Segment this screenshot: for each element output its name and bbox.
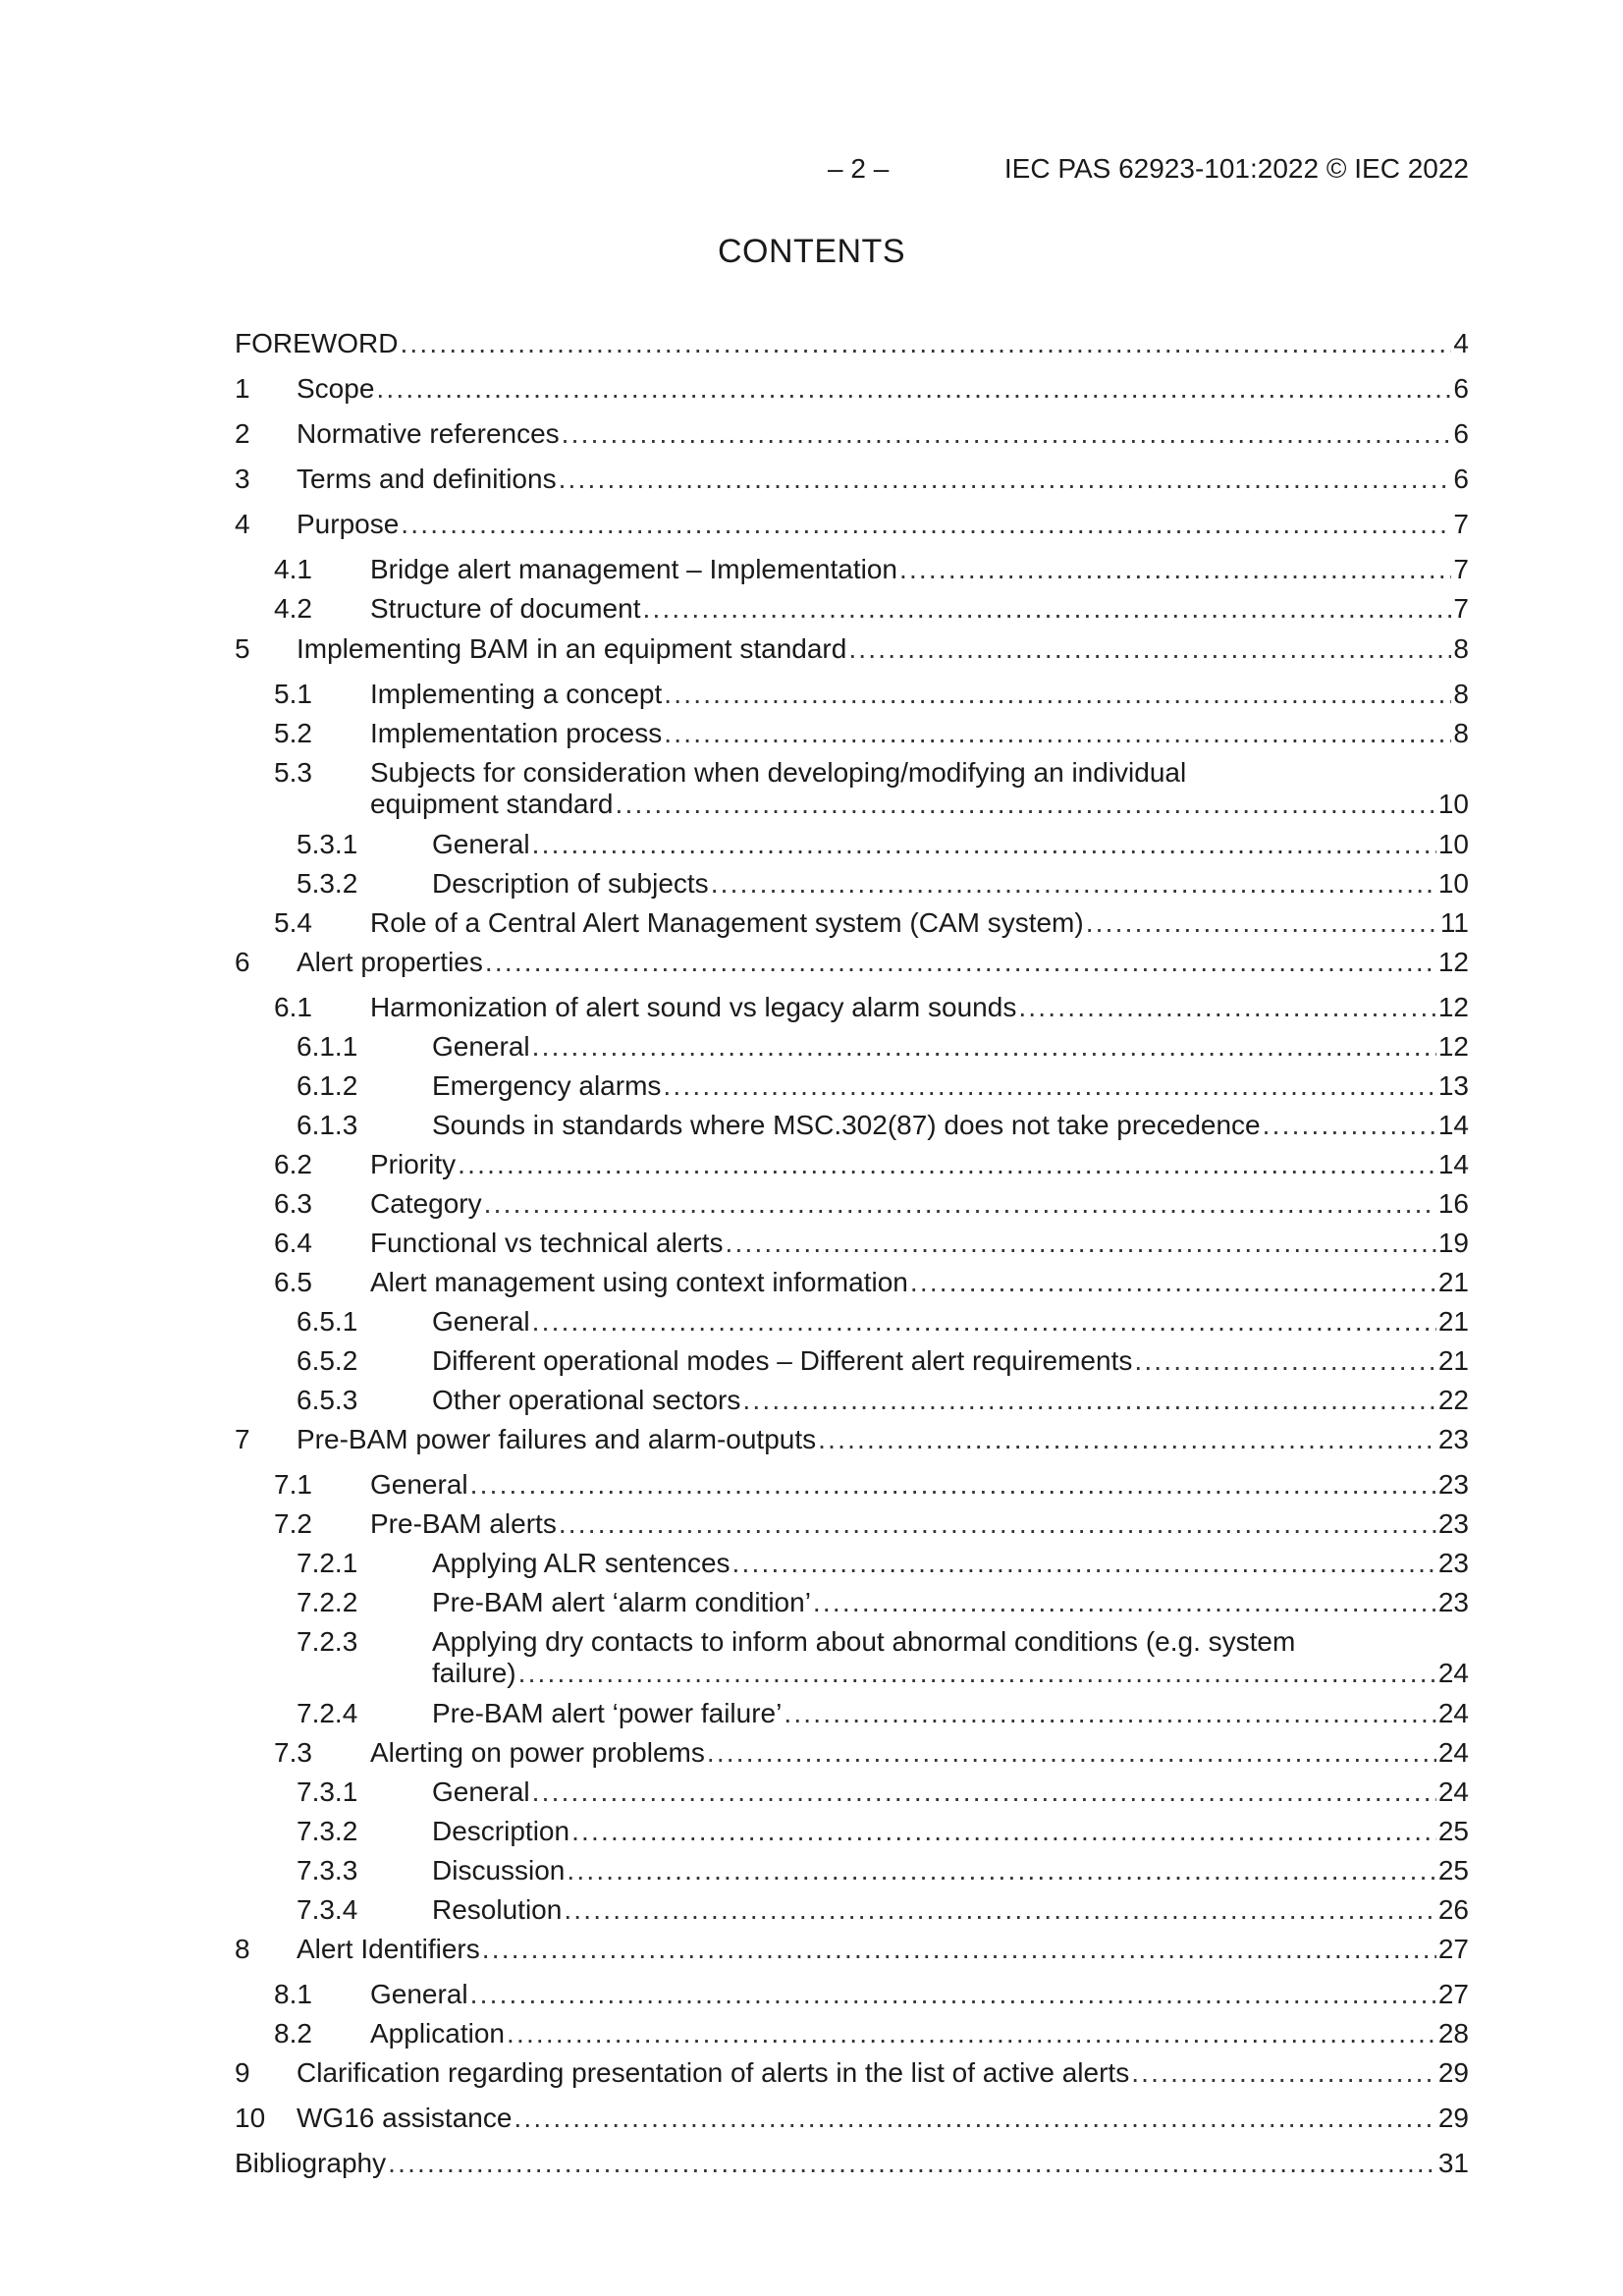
toc-entry-number: 5.4 [274,907,312,938]
toc-entry-page: 8 [1453,679,1469,709]
toc-entry-page: 12 [1437,947,1469,977]
toc-entry-title: General [370,1469,468,1500]
toc-entry-number: 5.2 [274,718,312,748]
toc-entry-title: General [432,1031,530,1062]
toc-entry-page: 29 [1437,2057,1469,2088]
toc-entry-title: Category [370,1188,482,1219]
toc-entry-title: Normative references [297,418,560,449]
toc-entry-page: 25 [1437,1816,1469,1846]
toc-entry-title-line1: Subjects for consideration when developing/modifying an individual [370,757,1187,788]
toc-entry-number: 6.5.2 [297,1345,358,1376]
toc-entry[interactable] [235,1263,1469,1302]
toc-entry-page: 10 [1437,829,1469,859]
toc-entry-number: 6.1.1 [297,1031,358,1062]
toc-entry-page: 10 [1437,868,1469,899]
toc-entry-title: Alert Identifiers [297,1934,480,1964]
toc-entry-number: 1 [235,373,250,404]
toc-entry-bibliography[interactable] [235,2144,1469,2183]
toc-entry-page: 21 [1437,1306,1469,1337]
toc-entry[interactable] [235,1930,1469,1969]
toc-entry[interactable] [235,550,1469,589]
toc-entry[interactable] [235,1145,1469,1184]
toc-entry[interactable] [235,1066,1469,1106]
toc-entry-page: 8 [1453,718,1469,748]
toc-entry-number: 7.2.2 [297,1587,358,1617]
toc-entry-page: 21 [1437,1267,1469,1297]
toc-entry-number: 3 [235,464,250,494]
toc-entry[interactable] [235,988,1469,1027]
toc-entry-number: 6.1.3 [297,1110,358,1140]
toc-entry[interactable] [235,2099,1469,2138]
toc-entry-page: 11 [1439,907,1469,938]
toc-entry-title: Purpose [297,509,400,539]
toc-entry-title: Alert management using context information [370,1267,908,1297]
toc-entry-page: 14 [1437,1149,1469,1179]
toc-entry-title: Alert properties [297,947,483,977]
toc-entry-title: Pre-BAM alert ‘power failure’ [432,1698,783,1728]
toc-entry-page: 4 [1453,328,1469,358]
toc-entry-foreword[interactable] [235,324,1469,363]
toc-entry-title: Description of subjects [432,868,709,899]
toc-entry-title: Terms and definitions [297,464,557,494]
toc-entry-page: 23 [1437,1424,1469,1454]
toc-entry-page: 24 [1437,1698,1469,1728]
toc-entry-title: Harmonization of alert sound vs legacy alarm sounds [370,992,1017,1022]
toc-entry[interactable] [235,505,1469,544]
toc-entry-title: Role of a Central Alert Management system (CAM system) [370,907,1084,938]
toc-entry-number: 5.1 [274,679,312,709]
toc-entry-number: 5.3 [274,757,312,788]
toc-entry-number: 8 [235,1934,250,1964]
toc-entry-page: 14 [1437,1110,1469,1140]
toc-entry-page: 24 [1437,1777,1469,1807]
document-reference: IEC PAS 62923-101:2022 © IEC 2022 [1003,153,1469,184]
toc-entry[interactable] [235,460,1469,499]
toc-entry[interactable] [235,1583,1469,1622]
toc-entry-page: 25 [1437,1855,1469,1886]
toc-entry-number: 9 [235,2057,250,2088]
toc-entry-title: General [432,1777,530,1807]
toc-entry-title: Different operational modes – Different alert requirements [432,1345,1133,1376]
toc-entry-page: 21 [1437,1345,1469,1376]
toc-entry-page: 23 [1437,1469,1469,1500]
toc-entry-page: 6 [1453,373,1469,404]
toc-entry-number: 7.3.4 [297,1894,358,1925]
toc-entry-page: 7 [1453,554,1469,584]
toc-entry-number: 7 [235,1424,250,1454]
toc-entry-title-line1: Applying dry contacts to inform about abnormal conditions (e.g. system [432,1626,1296,1657]
toc-entry[interactable] [235,1504,1469,1544]
toc-entry-number: 6.1.2 [297,1070,358,1101]
toc-entry-page: 26 [1437,1894,1469,1925]
toc-entry-page: 23 [1437,1508,1469,1539]
toc-entry-title: Application [370,2018,505,2049]
toc-entry-number: 7.2.1 [297,1548,358,1578]
toc-entry-number: 6.4 [274,1228,312,1258]
toc-entry-title: Sounds in standards where MSC.302(87) does not take precedence [432,1110,1261,1140]
toc-entry-title: WG16 assistance [297,2103,513,2133]
toc-entry-title: Priority [370,1149,457,1179]
toc-entry[interactable] [235,1544,1469,1583]
toc-entry[interactable] [235,1420,1469,1459]
toc-entry-page: 10 [1437,789,1469,819]
toc-entry-number: 7.2.4 [297,1698,358,1728]
toc-entry[interactable] [235,1184,1469,1224]
toc-entry-number: 10 [235,2103,266,2133]
toc-entry-number: 7.2.3 [297,1626,358,1657]
toc-entry-title: Implementing BAM in an equipment standard [297,633,847,664]
toc-entry-number: 6.5.1 [297,1306,358,1337]
toc-entry[interactable] [235,864,1469,903]
toc-entry-title: Resolution [432,1894,563,1925]
toc-entry-number: 4.1 [274,554,312,584]
toc-entry-number: 7.2 [274,1508,312,1539]
toc-entry[interactable] [235,1622,1469,1693]
toc-entry-title: Clarification regarding presentation of alerts in the list of active alerts [297,2057,1130,2088]
toc-entry-page: 31 [1437,2148,1469,2178]
toc-entry-number: 8.2 [274,2018,312,2049]
toc-entry-number: 5.3.2 [297,868,358,899]
contents-title: CONTENTS [718,233,905,270]
toc-entry-page: 24 [1437,1658,1469,1688]
toc-entry-page: 27 [1437,1934,1469,1964]
toc-entry-title: Alerting on power problems [370,1737,705,1768]
toc-entry-number: 5 [235,633,250,664]
toc-entry-title: Other operational sectors [432,1385,741,1415]
toc-entry-page: 23 [1437,1587,1469,1617]
toc-entry-number: 2 [235,418,250,449]
toc-entry-number: 6 [235,947,250,977]
toc-entry-title: General [370,1979,468,2009]
toc-entry-page: 29 [1437,2103,1469,2133]
toc-entry[interactable] [235,1812,1469,1851]
toc-entry-title: Discussion [432,1855,566,1886]
toc-entry-number: 6.5.3 [297,1385,358,1415]
toc-entry[interactable] [235,414,1469,454]
toc-entry[interactable] [235,1381,1469,1420]
toc-entry[interactable] [235,903,1469,943]
toc-entry-number: 6.2 [274,1149,312,1179]
toc-entry-title: Implementation process [370,718,663,748]
toc-entry-title: equipment standard [370,789,614,819]
toc-entry-title: Emergency alarms [432,1070,662,1101]
toc-entry-page: 28 [1437,2018,1469,2049]
toc-entry[interactable] [235,1224,1469,1263]
toc-entry[interactable] [235,943,1469,982]
toc-entry[interactable] [235,1302,1469,1341]
toc-entry[interactable] [235,2014,1469,2053]
toc-entry-page: 16 [1437,1188,1469,1219]
toc-entry[interactable] [235,1890,1469,1930]
toc-entry[interactable] [235,2053,1469,2093]
toc-entry-page: 7 [1453,509,1469,539]
toc-entry-title: Bibliography [235,2148,387,2178]
toc-entry[interactable] [235,1733,1469,1773]
toc-entry[interactable] [235,1773,1469,1812]
toc-entry-title: Pre-BAM alert ‘alarm condition’ [432,1587,811,1617]
toc-entry-number: 4.2 [274,593,312,624]
toc-entry[interactable] [235,675,1469,714]
toc-entry-page: 27 [1437,1979,1469,2009]
toc-entry-page: 24 [1437,1737,1469,1768]
toc-entry-page: 6 [1453,464,1469,494]
toc-entry-page: 12 [1437,992,1469,1022]
toc-entry-title: Description [432,1816,570,1846]
toc-entry[interactable] [235,714,1469,753]
toc-entry-title: Structure of document [370,593,641,624]
toc-entry-page: 22 [1437,1385,1469,1415]
toc-entry-page: 6 [1453,418,1469,449]
toc-entry-title: Bridge alert management – Implementation [370,554,897,584]
toc-entry-page: 23 [1437,1548,1469,1578]
toc-entry[interactable] [235,629,1469,669]
toc-entry[interactable] [235,1694,1469,1733]
toc-entry-page: 7 [1453,593,1469,624]
toc-entry-page: 13 [1437,1070,1469,1101]
toc-entry[interactable] [235,589,1469,629]
toc-entry-title: Scope [297,373,375,404]
toc-entry-title: Functional vs technical alerts [370,1228,724,1258]
toc-entry-title: General [432,1306,530,1337]
toc-entry-title: General [432,829,530,859]
toc-entry[interactable] [235,1851,1469,1890]
toc-entry-number: 5.3.1 [297,829,358,859]
toc-entry-title: Applying ALR sentences [432,1548,730,1578]
toc-entry-title: Pre-BAM alerts [370,1508,557,1539]
toc-entry-number: 7.3.3 [297,1855,358,1886]
toc-entry-number: 6.1 [274,992,312,1022]
toc-entry-page: 19 [1437,1228,1469,1258]
toc-entry-title: FOREWORD [235,328,399,358]
toc-entry[interactable] [235,1975,1469,2014]
toc-entry[interactable] [235,1106,1469,1145]
toc-entry-number: 4 [235,509,250,539]
toc-entry[interactable] [235,753,1469,824]
toc-entry-title: failure) [432,1658,516,1688]
page-number: – 2 – [828,153,890,184]
toc-entry-number: 7.3.2 [297,1816,358,1846]
toc-entry-number: 7.1 [274,1469,312,1500]
toc-entry-number: 7.3.1 [297,1777,358,1807]
toc-entry-page: 8 [1453,633,1469,664]
toc-entry-title: Implementing a concept [370,679,663,709]
toc-entry-number: 8.1 [274,1979,312,2009]
toc-entry[interactable] [235,1027,1469,1066]
toc-entry-number: 7.3 [274,1737,312,1768]
toc-entry-title: Pre-BAM power failures and alarm-outputs [297,1424,817,1454]
toc-entry-number: 6.5 [274,1267,312,1297]
toc-entry[interactable] [235,369,1469,409]
toc-entry[interactable] [235,1465,1469,1504]
toc-entry-page: 12 [1437,1031,1469,1062]
toc-entry[interactable] [235,1341,1469,1381]
toc-entry[interactable] [235,825,1469,864]
toc-entry-number: 6.3 [274,1188,312,1219]
